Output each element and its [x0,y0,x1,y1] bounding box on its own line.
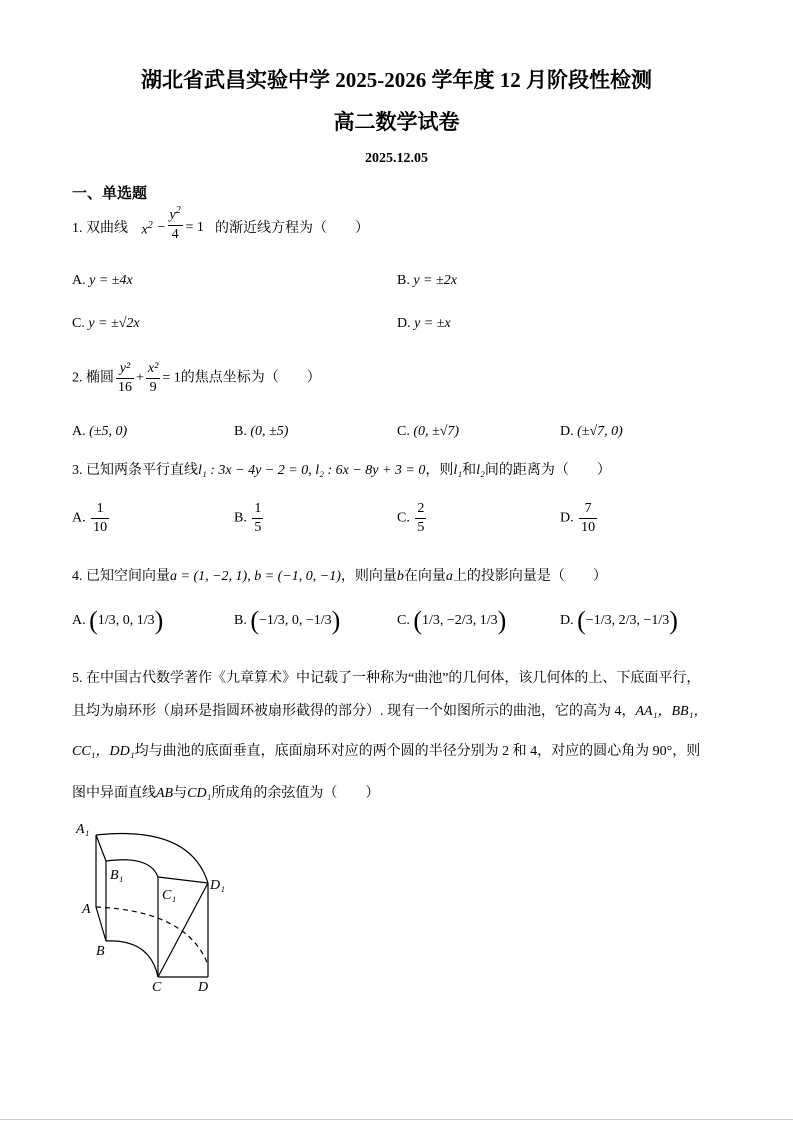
question-1 [72,205,369,244]
question-stem: 双曲线 [86,221,128,236]
question-5-line-4: 图中异面直线AB与CD₁所成角的余弦值为（ ） [72,786,380,801]
exam-date: 2025.12.05 [365,151,428,166]
question-5-line-1: 5. 在中国古代数学著作《九章算术》中记载了一种称为“曲池”的几何体，该几何体的上、下底面平行， [72,671,701,686]
label-c1: C₁ [162,888,177,903]
option-c[interactable]: C. (1/3, −2/3, 1/3) [397,606,507,635]
question-stem-end: 的渐近线方程为（ ） [215,221,369,236]
option-b[interactable]: B. y = ±2x [397,273,457,288]
inner-bottom-arc [106,941,158,977]
question-5-line-3: CC₁，DD₁均与曲池的底面垂直，底面扇环对应的两个圆的半径分别为 2 和 4，对应的圆心角为 90°，则 [72,744,701,759]
option-a[interactable]: A. y = ±4x [72,273,133,288]
label-a: A [82,902,91,917]
option-d[interactable]: D. $\frac{7}{10}$ [560,501,596,535]
option-b[interactable]: B. $\frac{1}{5}$ [234,501,262,535]
label-d1: D₁ [210,878,225,893]
curved-pool-figure [70,815,230,995]
option-d[interactable]: D. y = ±x [397,316,451,331]
page-bottom-divider [0,1119,793,1120]
option-d[interactable]: D. (−1/3, 2/3, −1/3) [560,606,678,635]
label-b1: B₁ [110,868,124,883]
option-a[interactable]: A. $\frac{1}{10}$ [72,501,108,535]
option-c[interactable]: C. (0, ±√7) [397,424,460,439]
option-d[interactable]: D. (±√7, 0) [560,424,623,439]
question-5-line-2: 且均为扇环形（扇环是指圆环被扇形截得的部分）. 现有一个如图所示的曲池，它的高为 4，AA₁，BB₁， [72,704,708,719]
hyperbola-equation: $x^2$ − $\frac{y^2}{4}$ = 1 [132,208,212,244]
option-b[interactable]: B. (0, ±5) [234,424,289,439]
question-number: 1. [72,221,83,236]
question-4: 4. 已知空间向量a = (1, −2, 1), b = (−1, 0, −1)，则向量b在向量a上的投影向量是（ ） [72,569,607,584]
section-title: 一、单选题 [72,186,148,202]
label-a1: A₁ [76,822,90,837]
exam-title: 湖北省武昌实验中学 2025-2026 学年度 12 月阶段性检测 [141,68,652,92]
option-a[interactable]: A. (1/3, 0, 1/3) [72,606,164,635]
option-b[interactable]: B. (−1/3, 0, −1/3) [234,606,341,635]
question-3: 3. 已知两条平行直线l₁ : 3x − 4y − 2 = 0, l₂ : 6x − 8y + 3 = 0，则l₁和l₂间的距离为（ ） [72,463,611,478]
label-d: D [198,980,209,995]
question-2: 2. 椭圆 $\frac{\text{y²}}{16}$ + $\frac{\text{x²}}{9}$ = 1的焦点坐标为（ ） [72,361,321,395]
option-c[interactable]: C. y = ±√2x [72,316,140,331]
label-c: C [152,980,162,995]
option-c[interactable]: C. $\frac{2}{5}$ [397,501,425,535]
option-a[interactable]: A. (±5, 0) [72,424,128,439]
label-b: B [96,944,105,959]
exam-subtitle: 高二数学试卷 [333,110,460,134]
